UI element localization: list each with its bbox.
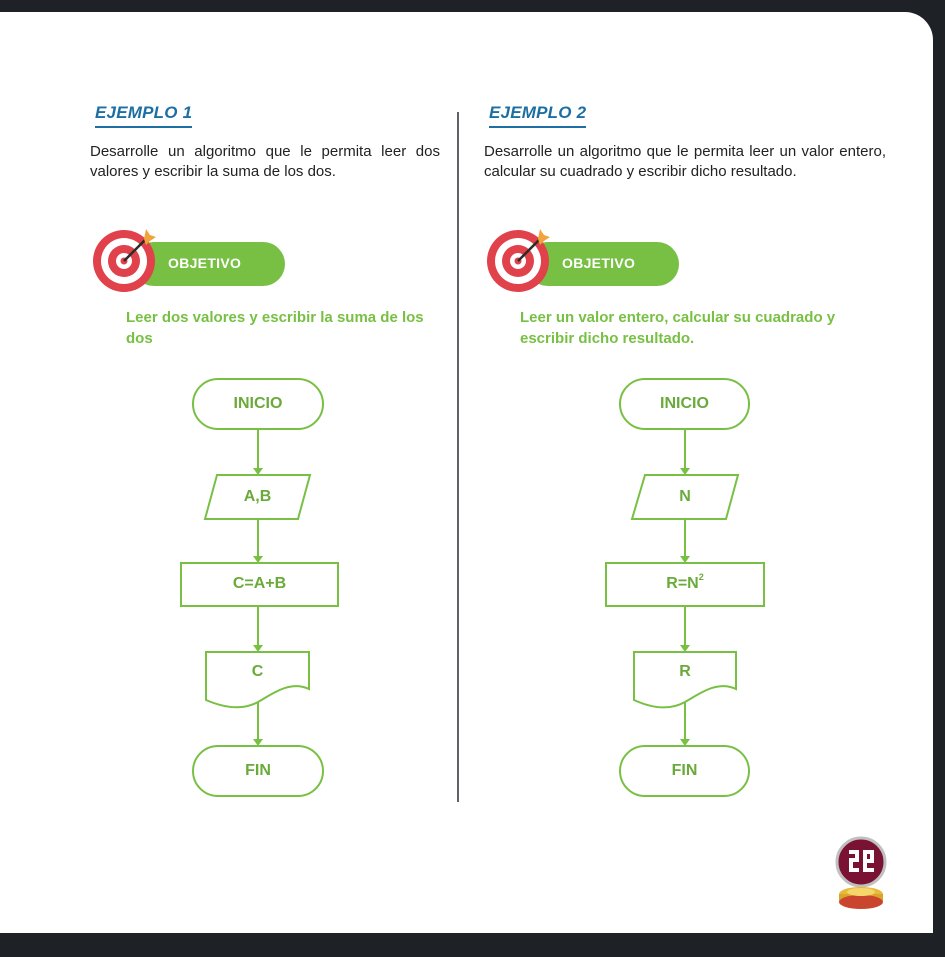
- flow-arrow: [680, 556, 690, 563]
- example-1-title: EJEMPLO 1: [95, 103, 192, 128]
- flow-end-label: FIN: [671, 762, 698, 779]
- flow-process-exponent: 2: [698, 572, 704, 582]
- flow-arrow: [680, 468, 690, 475]
- example-2-title: EJEMPLO 2: [489, 103, 586, 128]
- flow-arrow: [680, 739, 690, 746]
- flow-process-label: C=A+B: [232, 575, 287, 592]
- flow-arrow: [253, 468, 263, 475]
- flow-process-label: [606, 574, 764, 595]
- flow-input-label: A,B: [243, 488, 272, 505]
- brand-logo-icon: [832, 836, 890, 916]
- flow-start-label: INICIO: [660, 395, 709, 412]
- objective-label: OBJETIVO: [562, 255, 636, 271]
- example-1-flowchart: [90, 12, 470, 957]
- flow-end-label: FIN: [245, 762, 271, 779]
- flow-start-label: INICIO: [233, 395, 283, 412]
- page: [0, 12, 933, 933]
- flow-arrow: [253, 739, 263, 746]
- objective-label: OBJETIVO: [168, 255, 242, 271]
- flow-input-label: N: [679, 488, 691, 505]
- example-1-description: Desarrolle un algoritmo que le permita leer dos valores y escribir la suma de los dos.: [90, 143, 440, 180]
- flow-arrow: [680, 645, 690, 652]
- example-2-description: Desarrolle un algoritmo que le permita leer un valor entero, calcular su cuadrado y escribir dicho resultado.: [484, 143, 886, 180]
- example-2-objective-text: Leer un valor entero, calcular su cuadrado y escribir dicho resultado.: [520, 309, 836, 347]
- flow-output-label: C: [251, 663, 264, 680]
- flow-arrow: [253, 556, 263, 563]
- example-1-objective-text: Leer dos valores y escribir la suma de los dos: [126, 309, 424, 347]
- flow-arrow: [253, 645, 263, 652]
- flow-process-base: R=N: [666, 575, 699, 592]
- example-2-flowchart: [484, 12, 864, 957]
- flow-output-label: R: [679, 663, 691, 680]
